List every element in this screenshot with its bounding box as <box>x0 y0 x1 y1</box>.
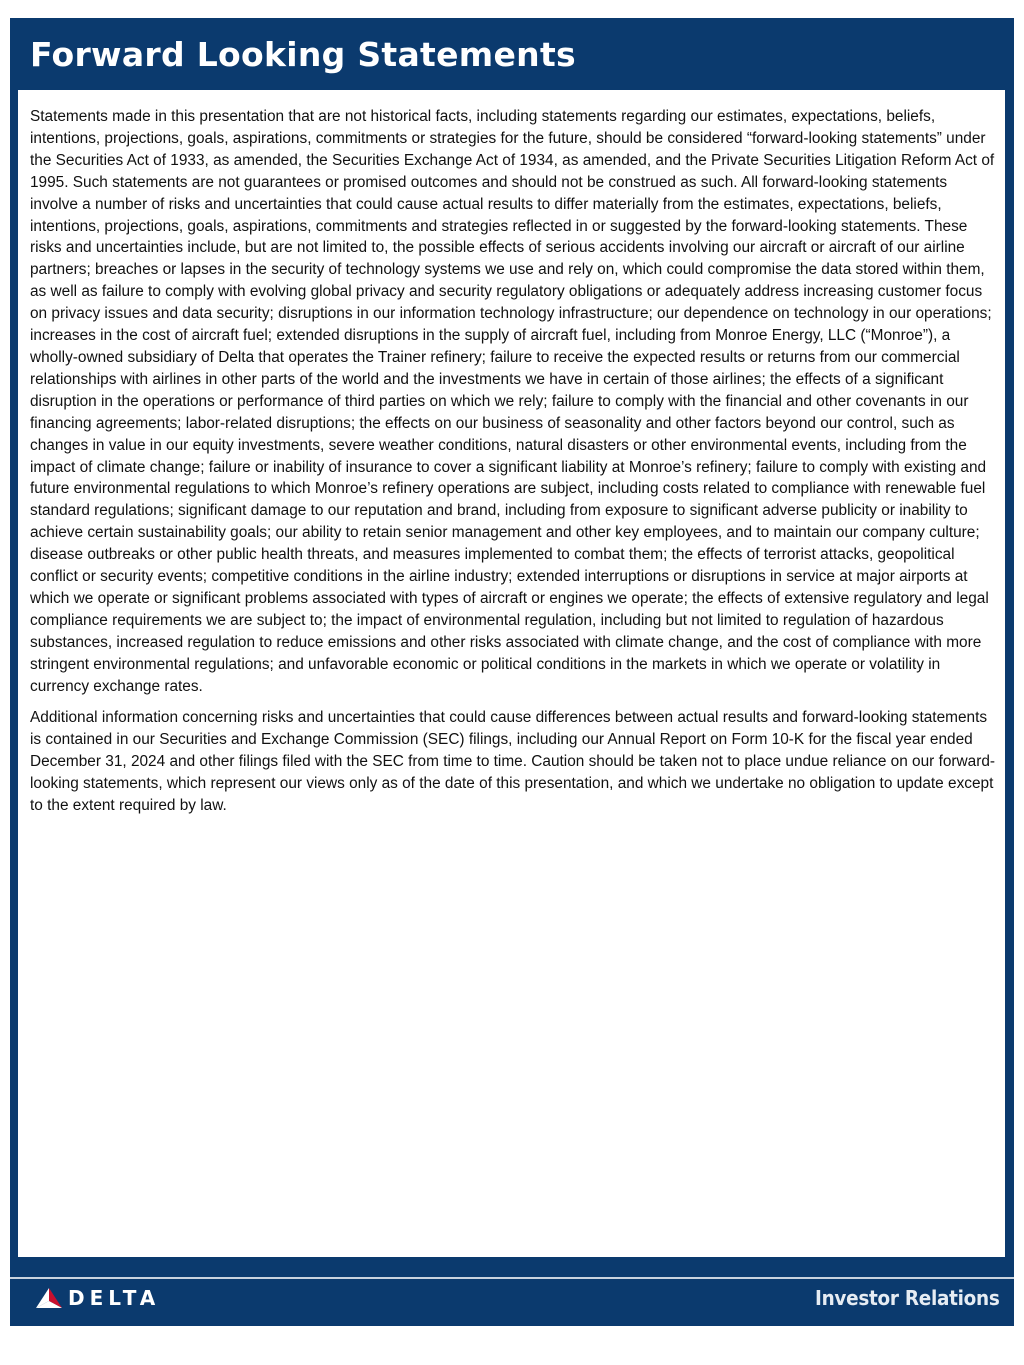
statement-paragraph-2: Additional information concerning risks and uncertainties that could cause differences between actual results and forward-looking statements is contained in our Securities and Exchange Commission (SEC) filings, including our Annual Report on Form 10-K for the fiscal year ended December 31, 2024 and other filings filed with the SEC from time to time. Caution should be taken not to place undue reliance on our forward-looking statements, which represent our views only as of the date of this presentation, and which we undertake no obligation to update except to the extent required by law. <box>30 709 996 815</box>
statement-paragraph-1: Statements made in this presentation that are not historical facts, including statements regarding our estimates, expectations, beliefs, intentions, projections, goals, aspirations, commitments or strategies for the future, should be considered “forward-looking statements” under the Securities Act of 1933, as amended, the Securities Exchange Act of 1934, as amended, and the Private Securities Litigation Reform Act of 1995. Such statements are not guarantees or promised outcomes and should not be construed as such. All forward-looking statements involve a number of risks and uncertainties that could cause actual results to differ materially from the estimates, expectations, beliefs, intentions, projections, goals, aspirations, commitments and strategies reflected in or suggested by the forward-looking statements. These risks and uncertainties include, but are not limited to, the possible effects of serious accidents involving our aircraft or aircraft of our airline partners; breaches or lapses in the security of technology systems we use and rely on, which could compromise the data stored within them, as well as failure to comply with evolving global privacy and security regulatory obligations or adequately address increasing customer focus on privacy issues and data security; disruptions in our information technology infrastructure; our dependence on technology in our operations; increases in the cost of aircraft fuel; extended disruptions in the supply of aircraft fuel, including from Monroe Energy, LLC (“Monroe”), a wholly-owned subsidiary of Delta that operates the Trainer refinery; failure to receive the expected results or returns from our commercial relationships with airlines in other parts of the world and the investments we have in certain of those airlines; the effects of a significant disruption in the operations or performance of third parties on which we rely; failure to comply with the financial and other covenants in our financing agreements; labor-related disruptions; the effects on our business of seasonality and other factors beyond our control, such as changes in value in our equity investments, severe weather conditions, natural disasters or other environmental events, including from the impact of climate change; failure or inability of insurance to cover a significant liability at Monroe’s refinery; failure to comply with existing and future environmental regulations to which Monroe’s refinery operations are subject, including costs related to compliance with renewable fuel standard regulations; significant damage to our reputation and brand, including from exposure to significant adverse publicity or inability to achieve certain sustainability goals; our ability to retain senior management and other key employees, and to maintain our company culture; disease outbreaks or other public health threats, and measures implemented to combat them; the effects of terrorist attacks, geopolitical conflict or security events; competitive conditions in the airline industry; extended interruptions or disruptions in service at major airports at which we operate or significant problems associated with types of aircraft or engines we operate; the effects of extensive regulatory and legal compliance requirements we are subject to; the impact of environmental regulation, including but not limited to regulation of hazardous substances, increased regulation to reduce emissions and other risks associated with climate change, and the cost of compliance with more stringent environmental regulations; and unfavorable economic or political conditions in the markets in which we operate or volatility in currency exchange rates. <box>30 108 995 695</box>
statement-body <box>18 90 1005 1257</box>
delta-widget-icon <box>36 1288 62 1308</box>
page-title: Forward Looking Statements <box>30 35 576 74</box>
delta-wordmark: DELTA <box>68 1286 161 1310</box>
investor-relations-label: Investor Relations <box>815 1286 1000 1310</box>
delta-logo <box>36 1287 160 1309</box>
